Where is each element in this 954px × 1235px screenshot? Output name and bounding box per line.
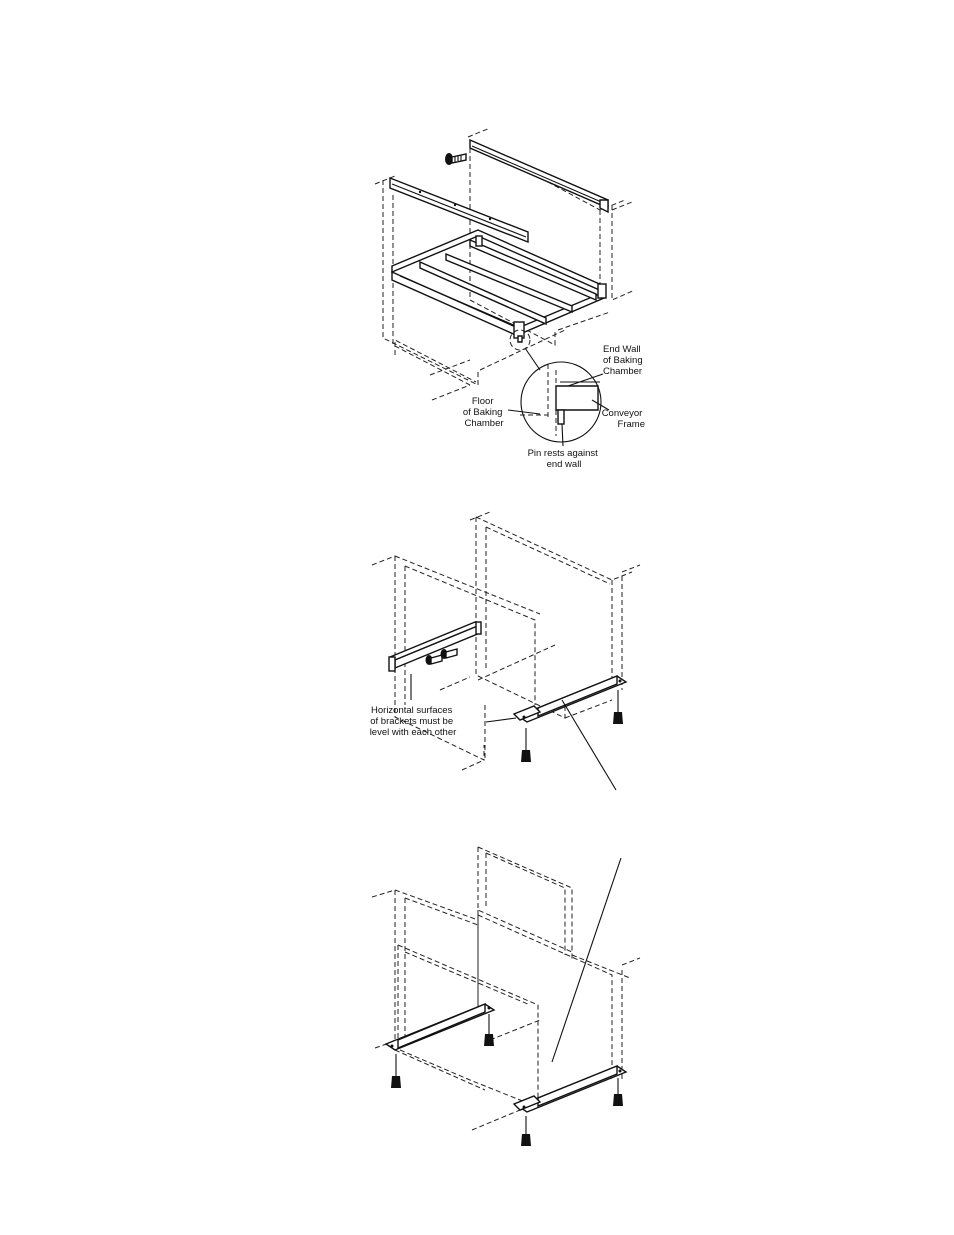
fig1-pin-leader [562, 424, 563, 446]
label-pin: Pin rests against end wall [527, 448, 598, 470]
fig3-long-leader [552, 858, 621, 1062]
label-conveyor-frame: Conveyor Frame [601, 408, 645, 430]
label-brackets-level: Horizontal surfaces of brackets must be level with each other [369, 705, 457, 738]
fig1-upper-rear-rail [470, 140, 608, 212]
fig2-floor-bracket [514, 676, 626, 722]
fig3-oven-outline [372, 847, 640, 1130]
fig1-mounting-screw-icon [445, 153, 466, 165]
fig3-left-floor-bracket [386, 1004, 494, 1050]
figure-1-conveyor-installation [375, 128, 645, 470]
fig1-pin-detail-callout [510, 330, 601, 442]
label-end-wall: End Wall of Baking Chamber [603, 344, 643, 377]
fig1-conveyor-frame [392, 230, 606, 342]
fig1-floor-leader [508, 410, 540, 414]
fig1-upper-front-rail [390, 178, 528, 242]
fig2-left-wall-bracket [389, 622, 481, 671]
figure-3-floor-brackets [372, 847, 640, 1146]
fig2-bracket-leader-right [486, 718, 516, 722]
fig1-oven-chamber-outline [375, 128, 635, 400]
figure-2-bracket-leveling [370, 512, 640, 790]
fig1-end-wall-leader [568, 374, 603, 386]
fig2-long-leader [562, 700, 616, 790]
fig3-right-floor-bracket [514, 1066, 626, 1112]
label-floor: Floor of Baking Chamber [462, 396, 504, 429]
